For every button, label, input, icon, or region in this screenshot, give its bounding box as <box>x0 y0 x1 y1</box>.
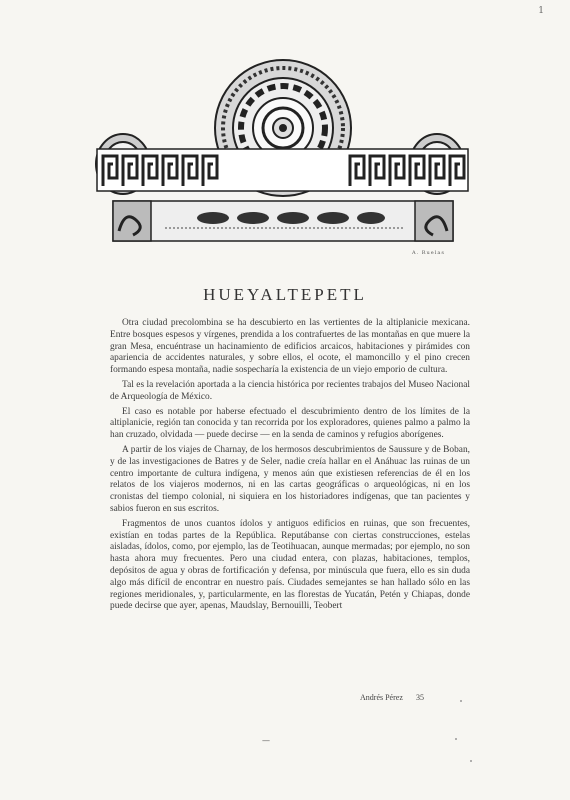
scan-speck <box>470 760 472 762</box>
article-body <box>110 318 470 616</box>
paragraph: Tal es la revelación aportada a la ciencia histórica por recientes trabajos del Museo Nacional de Arqueología de México. <box>110 379 470 402</box>
signature: Andrés Pérez <box>360 693 403 702</box>
paragraph: A partir de los viajes de Charnay, de los hermosos descubrimientos de Saussure y de Boban, y de las investigaciones de Batres y de Seler, nadie creía hallar en el Anáhuac las ruinas de un centro importante de cultura indígena, y menos aún que existiesen referencias de él en los relatos de los viajeros modernos, ni en las cartas geográficas o arqueológicas, ni en los cronistas del tiempo colonial, ni siquiera en los historiadores indígenas, que tan pacientes y sabios fueron en sus escritos. <box>110 444 470 514</box>
paragraph: Otra ciudad precolombina se ha descubierto en las vertientes de la altiplanicie mexicana. Entre bosques espesos y vírgenes, prendida a los contrafuertes de las montañas en que muere la gran Mesa, encuéntrase un hacinamiento de edificios arcaicos, habitaciones y pirámides con apariencia de accidentes naturales, y sobre ellos, el ocote, el mamoncillo y el pino crecen formando espesa montaña, nadie sospecharía la existencia de un viejo emporio de cultura. <box>110 318 470 376</box>
scan-speck <box>455 738 457 740</box>
greek-key-band <box>97 149 468 191</box>
scan-speck <box>460 700 462 702</box>
engraver-credit: A. Ruelas <box>412 250 445 256</box>
serpent-frieze <box>113 201 453 241</box>
signature-number: 35 <box>416 693 424 702</box>
aztec-headpiece-illustration <box>95 56 470 256</box>
corner-mark: 1 <box>538 6 544 16</box>
page-title: HUEYALTEPETL <box>203 285 367 304</box>
paragraph: Fragmentos de unos cuantos ídolos y antiguos edificios en ruinas, que son frecuentes, existían en todas partes de la República. Reputábanse con ciertas construcciones, estelas aisladas, ídolos, como, por ejemplo, las de Teotihuacan, aunque mermadas; por ejemplo, no son hasta ahora muy frecuentes. Pero una ciudad entera, con plazas, habitaciones, templos, depósitos de agua y obras de fortificación y defensa, por minúscula que fuera, ello es sin duda algo más difícil de encontrar en nuestro país. Ciudades semejantes se han hallado sólo en las regiones meridionales, y, particularmente, en las florestas de Yucatán, Petén y Chiapas, donde puede decirse que ayer, apenas, Maudslay, Bernouilli, Teobert <box>110 518 470 612</box>
paragraph: El caso es notable por haberse efectuado el descubrimiento dentro de los límites de la altiplanicie, región tan conocida y tan recorrida por los exploradores, quienes palmo a palmo la han cruzado, olvidada — puede decirse — en la senda de caminos y refugios aborígenes. <box>110 406 470 441</box>
folio: — <box>262 736 270 745</box>
